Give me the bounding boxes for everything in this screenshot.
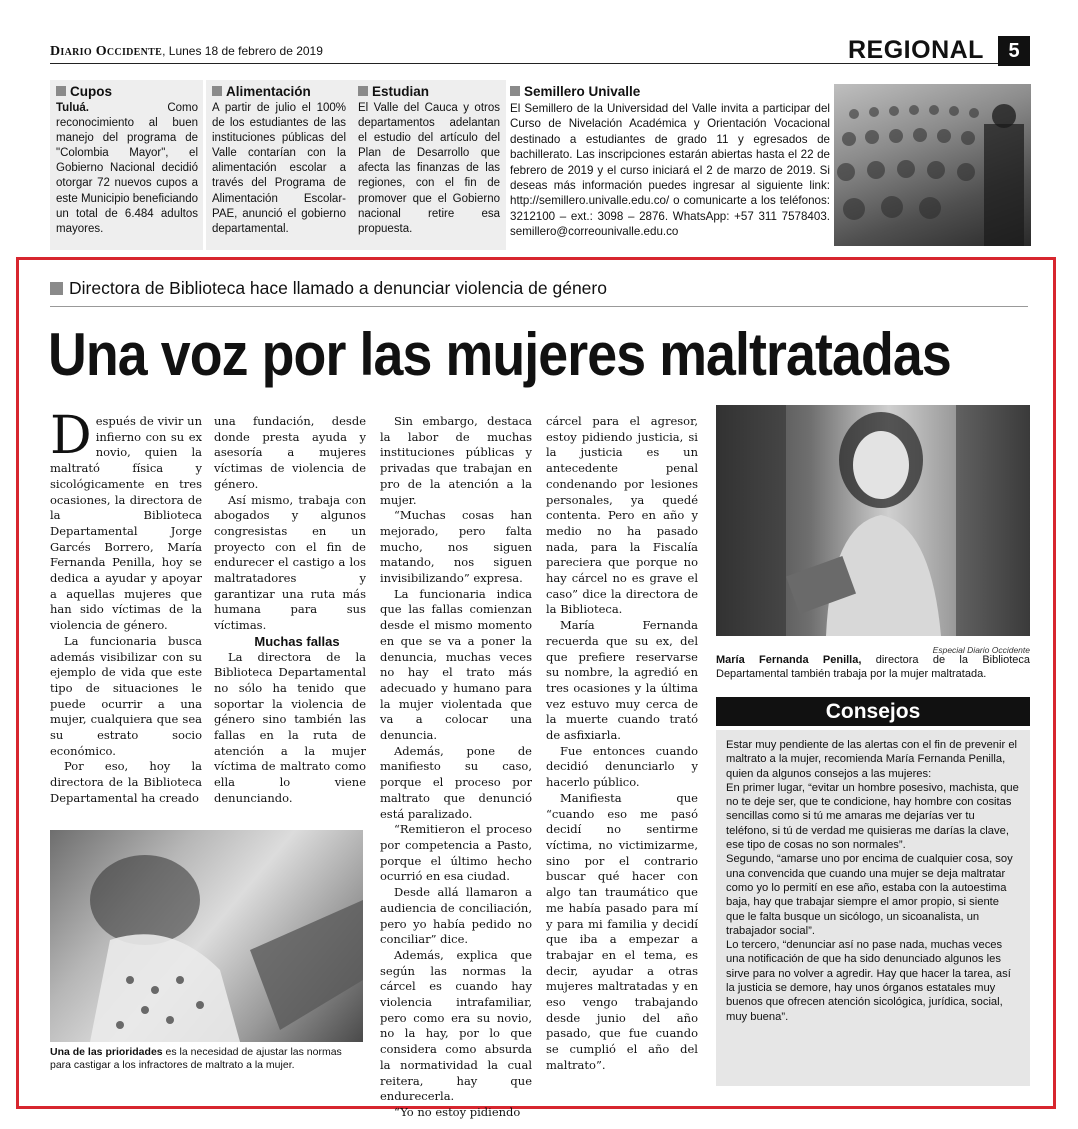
classroom-photo-illustration xyxy=(834,84,1031,246)
article-paragraph: “Remitieron el proceso por competencia a Pasto, porque el último hecho ocurrió en esa ciudad. xyxy=(380,822,532,884)
article-column-1 xyxy=(50,406,202,807)
portrait-photo xyxy=(716,405,1030,636)
article-paragraph: cárcel para el agresor, estoy pidiendo justicia, si la justicia es un antecedente penal condenando por lesiones personales, ya quedé contenta. Pero en año y medio no ha pasado nada, para la Fiscalía pareciera que porque no hay cárcel no es grave el caso” dice la directora de la Biblioteca. xyxy=(546,414,698,617)
square-bullet-icon xyxy=(510,86,520,96)
article-paragraph: Además, explica que según las normas la cárcel es cuando hay violencia intrafamiliar, pero como era su novio, no la hay, por lo que considera como absurda la normatividad la cual reitera, hay que endurecerla. xyxy=(380,947,532,1104)
publication-name: Diario Occidente xyxy=(50,44,163,59)
article-paragraph: María Fernanda recuerda que su ex, del que prefiere reservarse su nombre, la agredió en tres ocasiones y la última vez estuvo muy cerca de la muerte cuando trató de asfixiarla. xyxy=(546,618,698,743)
article-subhead: Muchas fallas xyxy=(254,633,340,649)
portrait-photo-illustration xyxy=(716,405,1030,636)
brief-title: Alimentación xyxy=(226,84,311,99)
article-paragraph: La funcionaria busca además visibilizar con su ejemplo de vida que este tipo de situaciones le puede ocurrir a una mujer, cualquiera que sea su estrato socio económico. xyxy=(50,633,202,758)
brief-alimentacion xyxy=(206,80,352,250)
photo-credit: Especial Diario Occidente xyxy=(932,645,1030,655)
article-kicker: Directora de Biblioteca hace llamado a denunciar violencia de género xyxy=(50,278,607,299)
article-paragraph: La funcionaria indica que las fallas comienzan desde el mismo momento en que se va a poner la denuncia, muchas veces no hay el trato más adecuado y humano para la mujer violentada que va a colocar una denuncia. xyxy=(380,586,532,743)
brief-title: Semillero Univalle xyxy=(524,84,641,99)
consejos-paragraph: Segundo, “amarse uno por encima de cualquier cosa, soy una convencida que cuando una mujer se deja maltratar como yo lo permití en ese año, estaba con la autoestima baja, hay que trabajar siempre el amor propio, si siente que le falta busque un sicólogo, un sicoanalista, un trabajador social”. xyxy=(726,853,1013,937)
brief-semillero xyxy=(506,80,834,250)
brief-title: Estudian xyxy=(372,84,430,99)
consejos-title: Consejos xyxy=(716,697,1030,726)
consejos-paragraph: En primer lugar, “evitar un hombre posesivo, machista, que no te deje ser, que te condicione, hay hombre con cositas sencillas como si tú me amaras me dejarías ver tu teléfono, si tú de verdad me quisieras me darías la clave, ese tipo de cosas no son normales”. xyxy=(726,781,1019,852)
victim-photo-illustration xyxy=(50,830,363,1042)
consejos-paragraph: Estar muy pendiente de las alertas con el fin de prevenir el maltrato a la mujer, recomienda María Fernanda Penilla, quien da algunos consejos a las mujeres: xyxy=(726,739,1018,780)
square-bullet-icon xyxy=(50,282,63,295)
photo-caption-right: María Fernanda Penilla, directora de la Biblioteca Departamental también trabaja por la mujer maltratada. xyxy=(716,654,1031,680)
brief-body: El Semillero de la Universidad del Valle invita a participar del Curso de Nivelación Académica y Orientación Vocacional destinado a estudiantes de grado 11 y egresados de bachillerato. Las inscripciones estarán abiertas hasta el 22 de febrero de 2019 y el curso iniciará el 2 de marzo de 2019. Si deseas más información puedes ingresar al siguiente link: http://semillero.univalle.edu.co/ o comunicarte a los teléfonos: 3212100 – ext.: 3098 – 2876. WhatsApp: +57 311 7578403. semillero@correounivalle.edu.co xyxy=(510,102,830,239)
brief-body: Como reconocimiento al buen manejo del programa de "Colombia Mayor", el Gobierno Nacional decidió otorgar 72 nuevos cupos a este Municipio beneficiando un total de 6.484 adultos mayores. xyxy=(56,102,198,235)
section-title: REGIONAL xyxy=(848,36,984,64)
photo-caption-left: Una de las prioridades es la necesidad de ajustar las normas para castigar a los infractores de maltrato a la mujer. xyxy=(50,1046,342,1071)
page-number: 5 xyxy=(998,36,1030,66)
article-paragraph: “Yo no estoy pidiendo xyxy=(394,1104,521,1119)
article-column-3 xyxy=(380,414,532,1121)
brief-title: Cupos xyxy=(70,84,112,99)
brief-cupos xyxy=(50,80,203,250)
article-paragraph: Además, pone de manifiesto su caso, porque el proceso por maltrato que denunció está paralizado. xyxy=(380,743,532,821)
article-paragraph: Sin embargo, destaca la labor de muchas instituciones públicas y privadas que trabajan en pro de la atención a la mujer. xyxy=(380,414,532,507)
article-column-4 xyxy=(546,414,698,1074)
article-paragraph: Por eso, hoy la directora de la Biblioteca Departamental ha creado xyxy=(50,759,202,805)
brief-estudian xyxy=(352,80,506,250)
square-bullet-icon xyxy=(358,86,368,96)
kicker-rule xyxy=(50,306,1028,307)
article-paragraph: Después de vivir un infierno con su ex novio, quien la maltrató física y sicológicamente en tres ocasiones, la directora de la Biblioteca Departamental Jorge Garcés Borrero, María Fernanda Penilla, hoy se dedica a ayudar y apoyar a aquellas mujeres que han sido víctimas de la violencia de género. xyxy=(50,406,202,633)
drop-cap: D xyxy=(50,406,92,466)
article-headline: Una voz por las mujeres maltratadas xyxy=(48,321,951,388)
article-paragraph: una fundación, desde donde presta ayuda y asesoría a mujeres víctimas de violencia de género. xyxy=(214,414,366,491)
brief-body: El Valle del Cauca y otros departamentos adelantan el estudio del artículo del Plan de Desarrollo que afecta las finanzas de las regiones, con el fin de promover que el Gobierno nacional retire esa propuesta. xyxy=(358,102,500,235)
brief-body: A partir de julio el 100% de los estudiantes de las instituciones públicas del Valle contarían con la alimentación escolar a través del Programa de Alimentación Escolar-PAE, anunció el gobierno departamental. xyxy=(212,102,346,235)
square-bullet-icon xyxy=(56,86,66,96)
square-bullet-icon xyxy=(212,86,222,96)
article-column-2 xyxy=(214,414,366,807)
consejos-paragraph: Lo tercero, “denunciar así no pase nada, muchas veces una notificación de que ha sido denunciado algunos les sirve para no volver a agredir. Hay que hacer la tarea, así la justicia se demore, hay unos órganos estatales muy buenos que ofrecen atención sicológica, jurídica, social, muy buena”. xyxy=(726,939,1011,1023)
issue-date: Lunes 18 de febrero de 2019 xyxy=(168,44,323,58)
article-paragraph: Manifiesta que “cuando eso me pasó decidí no sentirme víctima, no victimizarme, sino por el contrario buscar qué hacer con algo tan traumático que me había pasado para mí y para mi familia y decidí que iba a empezar a trabajar en el tema, es decir, ayudar a otras mujeres maltratadas y en eso vengo trabajando desde junio del año pasado, que fue cuando se cumplió el año del maltrato”. xyxy=(546,790,698,1072)
article-paragraph: La directora de la Biblioteca Departamental no sólo ha tenido que soportar la violencia de género sino también las fallas en la ruta de atención a la mujer víctima de maltrato como ella lo viene denunciando. xyxy=(214,649,366,805)
consejos-box xyxy=(716,730,1030,1086)
victim-photo xyxy=(50,830,363,1042)
article-paragraph: Desde allá llamaron a audiencia de conciliación, pero yo había pedido no conciliar” dice. xyxy=(380,885,532,947)
masthead: Diario Occidente, Lunes 18 de febrero de 2019 xyxy=(50,44,323,59)
brief-lead: Tuluá. xyxy=(56,102,90,114)
article-paragraph: Fue entonces cuando decidió denunciarlo y hacerlo público. xyxy=(546,743,698,790)
article-paragraph: Así mismo, trabaja con abogados y algunos congresistas en un proyecto con el fin de endurecer el castigo a los maltratadores y garantizar una ruta más humana para sus víctimas. xyxy=(214,492,366,633)
article-paragraph: “Muchas cosas han mejorado, pero falta mucho, nos siguen matando, nos siguen invisibilizando” expresa. xyxy=(380,508,532,586)
classroom-photo xyxy=(834,84,1031,246)
